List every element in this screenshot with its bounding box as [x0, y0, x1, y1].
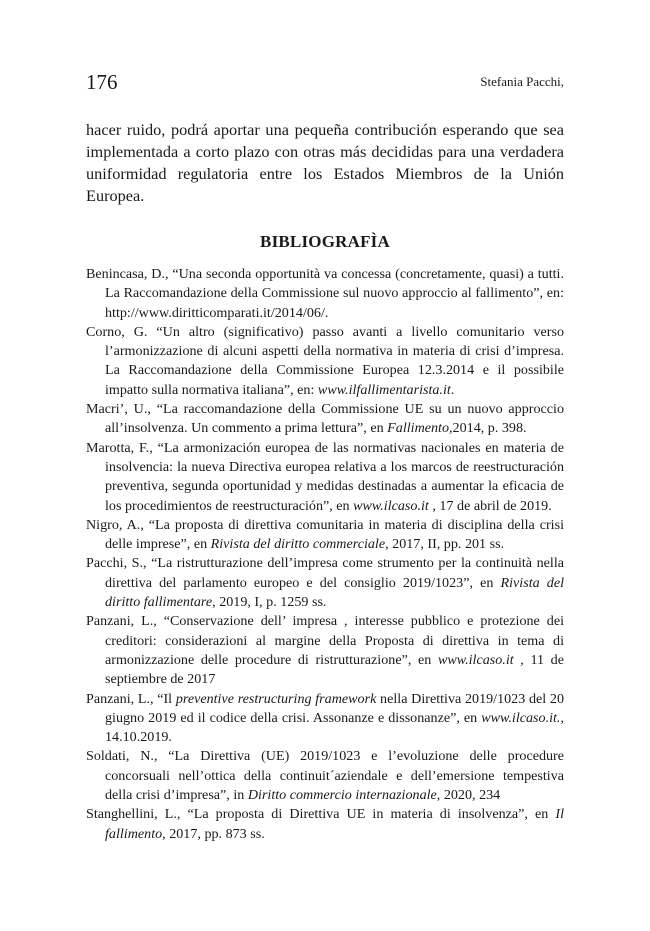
bib-text: nella Direttiva 2019/1023 del 20 giugno 2019 ed il codice della crisi. Assonanze e dissonanze”, en — [105, 690, 565, 726]
bib-text: , 2017, pp. 873 ss. — [162, 825, 265, 842]
bib-text: , 2020, 234 — [436, 787, 501, 804]
bib-text: Marotta, F., “La armonización europea de las normativas nacionales en materia de insolvencia: la nueva Directiva europea relativa a los marcos de reestructuración preventiva, segunda oportunidad y medidas destinadas a aumentar la eficacia de los procedimientos de reestructuración”, en — [86, 439, 564, 514]
bib-italic: Rivista del diritto commerciale — [210, 536, 386, 553]
bib-italic: Fallimento, — [387, 420, 453, 437]
bib-italic: www.ilcaso.it — [353, 497, 429, 514]
bib-entry-stanghellini — [86, 805, 564, 844]
bib-text: Panzani, L., “Conservazione dell’ impresa , interesse pubblico e protezione dei creditori: considerazioni al margine della Proposta di direttiva in tema di armonizzazione delle procedure di ristrutturazione”, en — [86, 613, 564, 668]
bibliography-list — [86, 265, 564, 844]
bib-text: Nigro, A., “La proposta di direttiva comunitaria in materia di disciplina della crisi delle imprese”, en — [86, 516, 564, 553]
bib-text: . — [450, 381, 455, 398]
bib-italic: Rivista del diritto fallimentare — [105, 574, 564, 611]
bib-text: Corno, G. “Un altro (significativo) passo avanti a livello comunitario verso l’armonizzazione di alcuni aspetti della normativa in materia di crisi d’impresa. La Raccomandazione della Commissione Europea 12.3.2014 e il possibile impatto sulla normativa italiana”, en: — [86, 323, 564, 398]
bib-entry-panzani-2 — [86, 690, 564, 748]
bib-text: , 14.10.2019. — [105, 709, 564, 746]
bib-text: , 17 de abril de 2019. — [428, 497, 552, 514]
bib-italic: Diritto commercio internazionale — [247, 787, 437, 804]
body-paragraph: hacer ruido, podrá aportar una pequeña contribución esperando que sea implementada a corto plazo con otras más decididas para una verdadera uniformidad regulatoria entre los Estados Miembros de la Unión Europea. — [86, 120, 564, 205]
bib-italic: Il fallimento — [105, 806, 564, 842]
bib-text: Panzani, L., “Il — [86, 690, 176, 707]
bib-italic: www.ilfallimentarista.it — [317, 381, 451, 398]
bib-italic: www.ilcaso.it. — [481, 709, 561, 726]
bib-text: , 2017, II, pp. 201 ss. — [385, 536, 505, 553]
bib-text: 2014, p. 398. — [452, 420, 527, 437]
bib-text: Pacchi, S., “La ristrutturazione dell’impresa come strumento per la continuità nella direttiva del parlamento europeo e del consiglio 2019/1023”, en — [86, 555, 564, 591]
bib-text: Macri’, U., “La raccomandazione della Commissione UE su un nuovo approccio all’insolvenza. Un commento a prima lettura”, en — [86, 401, 564, 437]
bib-entry-macri — [86, 400, 564, 439]
bib-text: , 2019, I, p. 1259 ss. — [212, 594, 327, 611]
bib-text: Benincasa, D., “Una seconda opportunità va concessa (concretamente, quasi) a tutti. La Raccomandazione della Commissione sul nuovo approccio al fallimento”, en: http://www.diritticomparati.it/2014/06/. — [86, 266, 564, 321]
bibliography-heading: BIBLIOGRAFÌA — [260, 232, 390, 251]
bib-entry-nigro — [86, 516, 564, 555]
bib-text: Soldati, N., “La Direttiva (UE) 2019/1023 e l’evoluzione delle procedure concorsuali nell’ottica della continuit´aziendale e dell’emersione tempestiva della crisi d’impresa”, in — [86, 748, 564, 804]
bib-entry-corno — [86, 323, 564, 400]
page-header — [86, 70, 564, 94]
bib-entry-soldati — [86, 747, 564, 805]
bib-text: Stanghellini, L., “La proposta di Direttiva UE in materia di insolvenza”, en — [86, 806, 556, 823]
bib-entry-marotta — [86, 439, 564, 516]
running-head: Stefania Pacchi, — [480, 74, 564, 89]
bib-text: , 11 de septiembre de 2017 — [105, 651, 564, 688]
bib-entry-pacchi — [86, 554, 564, 612]
bib-italic: preventive restructuring framework — [175, 690, 377, 707]
bib-entry-benincasa — [86, 265, 564, 323]
bib-italic: www.ilcaso.it — [437, 651, 514, 668]
page-number: 176 — [86, 70, 118, 94]
bib-entry-panzani-1 — [86, 612, 564, 689]
